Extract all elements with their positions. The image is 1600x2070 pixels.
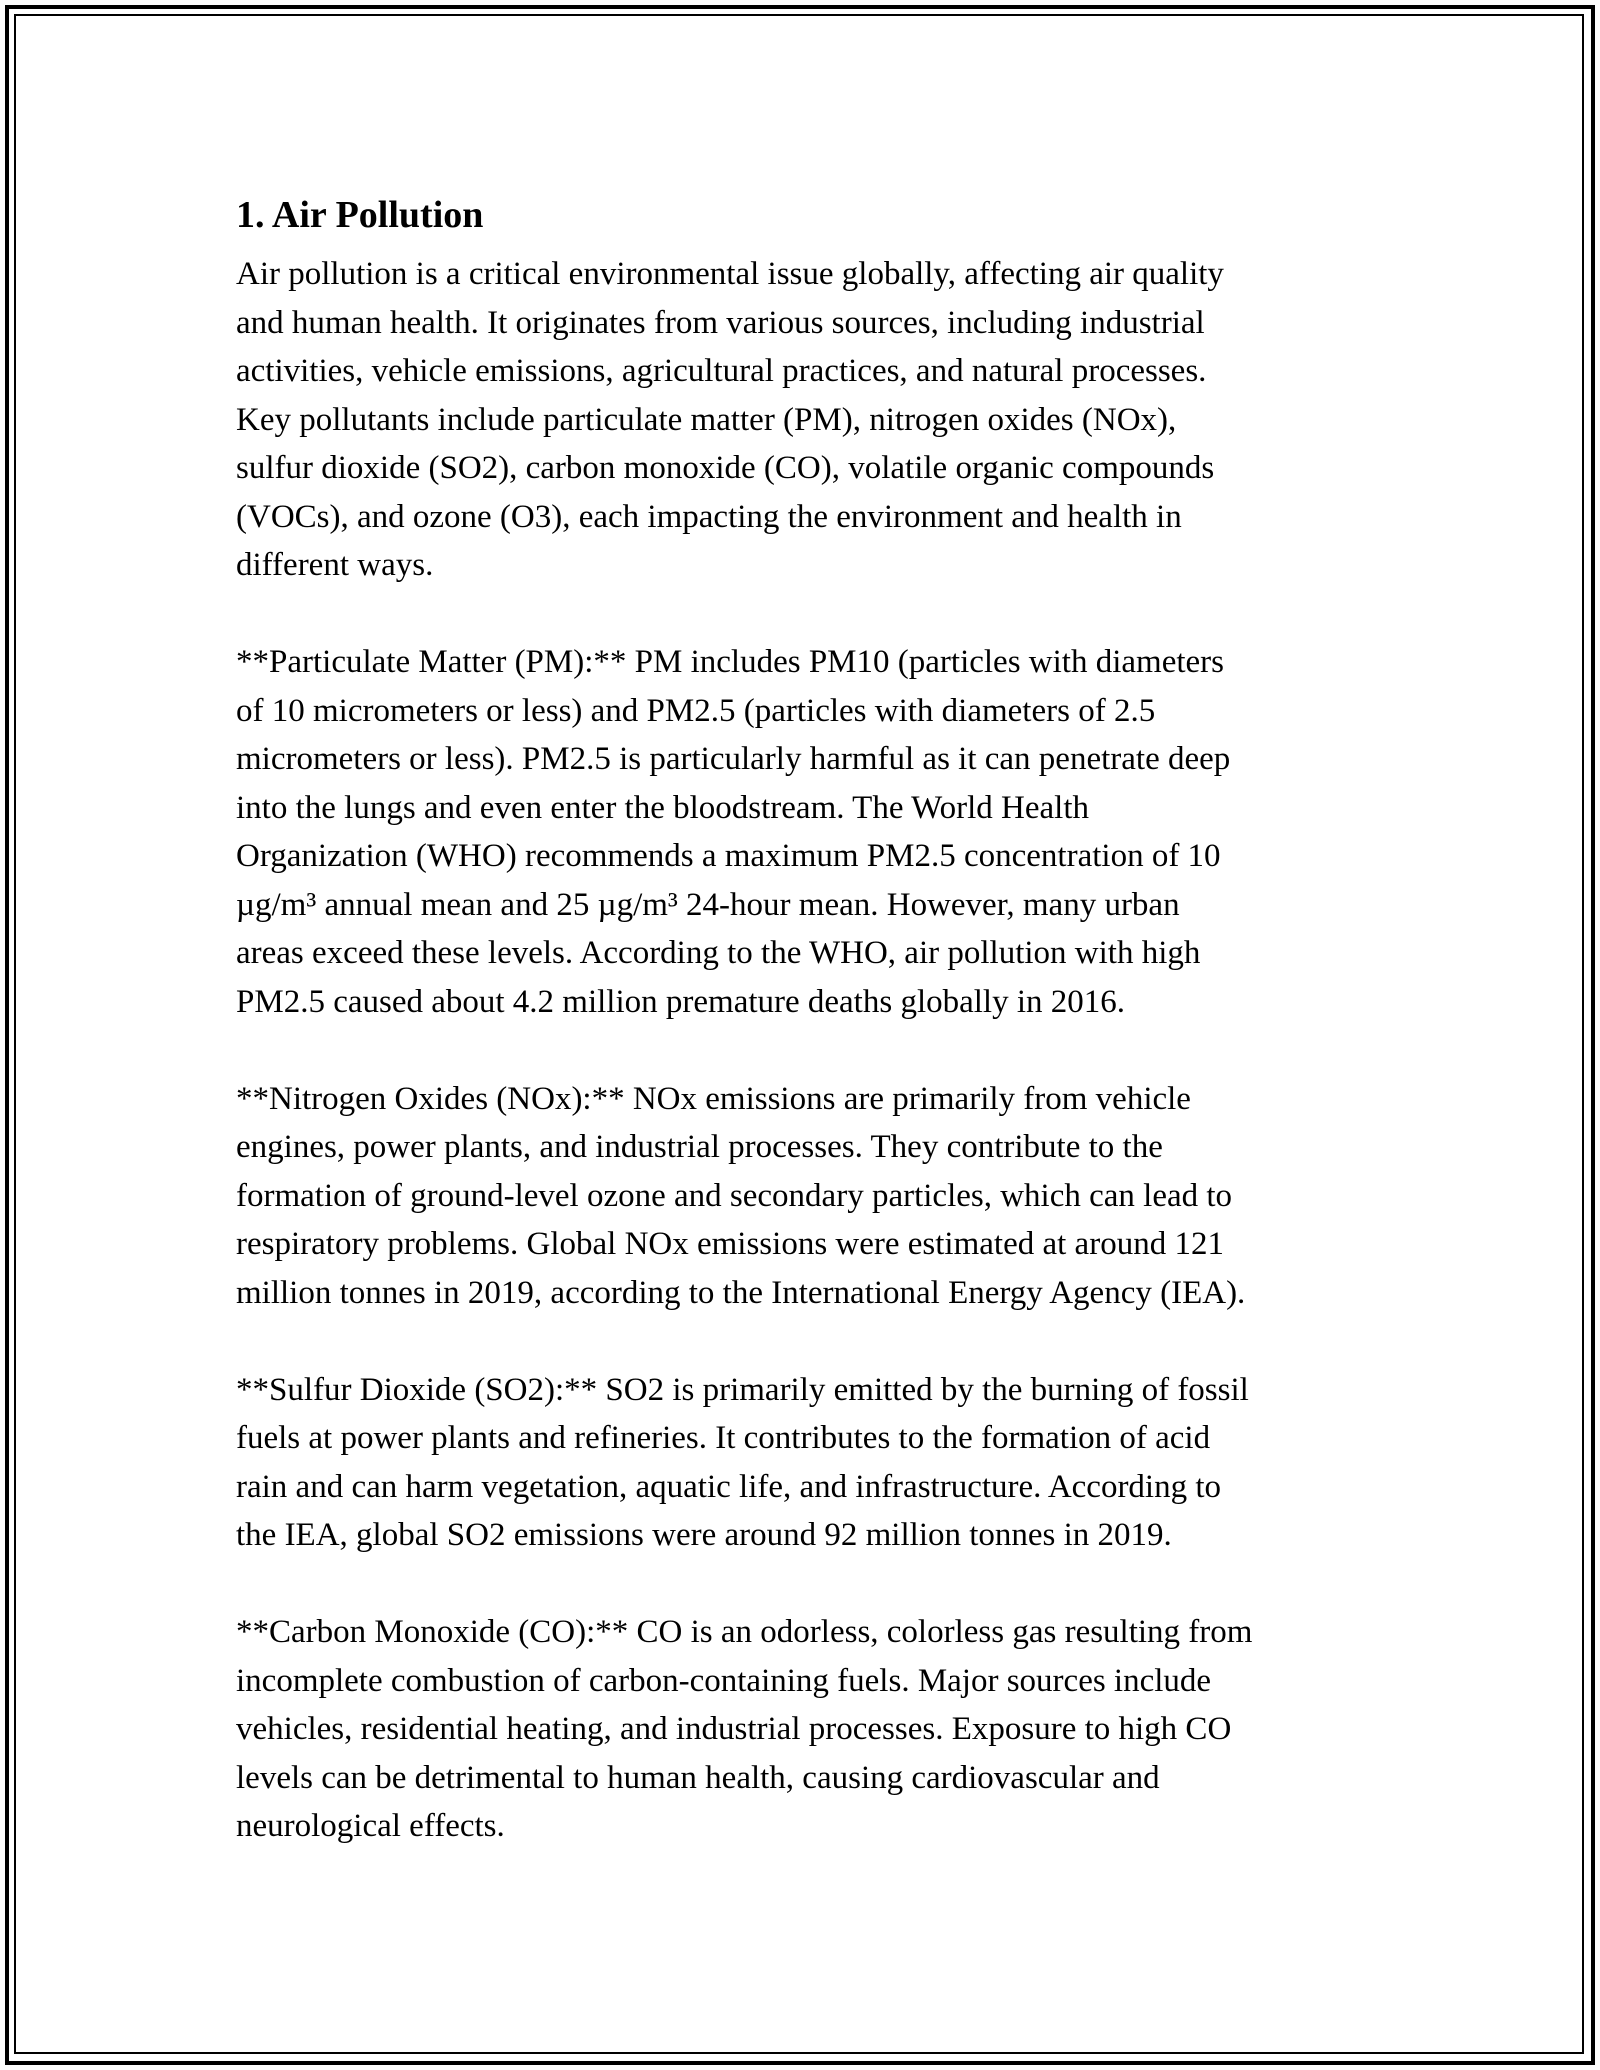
document-body <box>236 180 1376 1899</box>
paragraph-sulfur-dioxide: **Sulfur Dioxide (SO2):** SO2 is primarily emitted by the burning of fossil fuels at power plants and refineries. It contributes to the formation of acid rain and can harm vegetation, aquatic life, and infrastructure. According to the IEA, global SO2 emissions were around 92 million tonnes in 2019. <box>236 1371 1249 1553</box>
paragraph-carbon-monoxide: **Carbon Monoxide (CO):** CO is an odorless, colorless gas resulting from incomplete combustion of carbon-containing fuels. Major sources include vehicles, residential heating, and industrial processes. Exposure to high CO levels can be detrimental to human health, causing cardiovascular and neurological effects. <box>236 1614 1253 1844</box>
paragraph-particulate-matter: **Particulate Matter (PM):** PM includes PM10 (particles with diameters of 10 micrometers or less) and PM2.5 (particles with diameters of 2.5 micrometers or less). PM2.5 is particularly harmful as it can penetrate deep into the lungs and even enter the bloodstream. The World Health Organization (WHO) recommends a maximum PM2.5 concentration of 10 µg/m³ annual mean and 25 µg/m³ 24-hour mean. However, many urban areas exceed these levels. According to the WHO, air pollution with high PM2.5 caused about 4.2 million premature deaths globally in 2016. <box>236 644 1231 1020</box>
paragraph-intro: Air pollution is a critical environmental issue globally, affecting air quality and human health. It originates from various sources, including industrial activities, vehicle emissions, agricultural practices, and natural processes. Key pollutants include particulate matter (PM), nitrogen oxides (NOx), sulfur dioxide (SO2), carbon monoxide (CO), volatile organic compounds (VOCs), and ozone (O3), each impacting the environment and health in different ways. <box>236 256 1224 583</box>
section-heading: 1. Air Pollution <box>236 194 484 236</box>
paragraph-nitrogen-oxides: **Nitrogen Oxides (NOx):** NOx emissions are primarily from vehicle engines, power plants, and industrial processes. They contribute to the formation of ground-level ozone and secondary particles, which can lead to respiratory problems. Global NOx emissions were estimated at around 121 million tonnes in 2019, according to the International Energy Agency (IEA). <box>236 1080 1246 1311</box>
